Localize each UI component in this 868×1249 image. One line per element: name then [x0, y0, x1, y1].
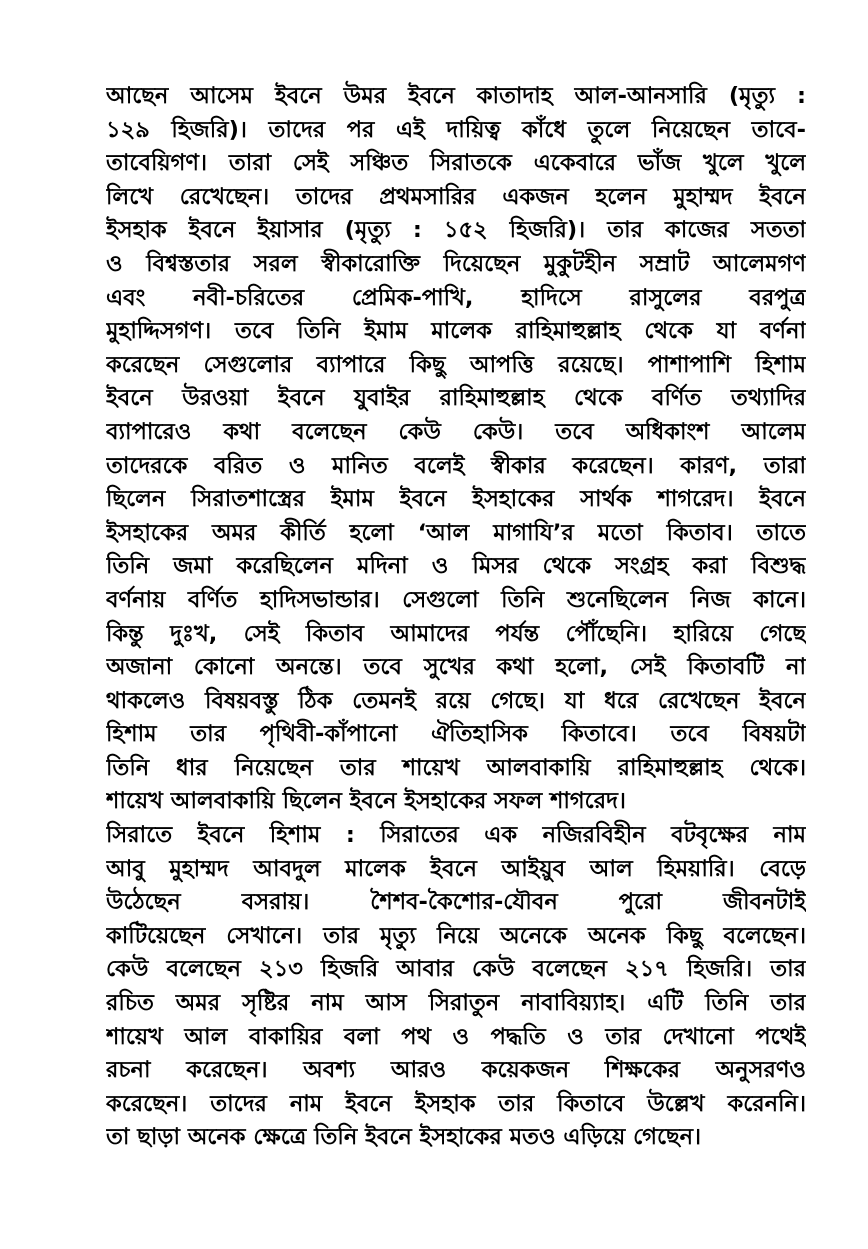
text-line: সিরাতে ইবনে হিশাম : সিরাতের এক নজিরবিহীন বটবৃক্ষের নাম: [106, 822, 806, 849]
text-line: তাদেরকে বরিত ও মানিত বলেই স্বীকার করেছেন। কারণ, তারা: [106, 452, 806, 479]
text-line: ছিলেন সিরাতশাস্ত্রের ইমাম ইবনে ইসহাকের সার্থক শাগরেদ। ইবনে: [106, 486, 806, 513]
text-line: ও বিশ্বস্ততার সরল স্বীকারোক্তি দিয়েছেন মুকুটহীন সম্রাট আলেমগণ: [106, 250, 806, 277]
text-line: করেছেন সেগুলোর ব্যাপারে কিছু আপত্তি রয়েছে। পাশাপাশি হিশাম: [106, 351, 806, 378]
text-line: এবং নবী-চরিতের প্রেমিক-পাখি, হাদিসে রাসুলের বরপুত্র: [106, 284, 806, 311]
text-line: তিনি জমা করেছিলেন মদিনা ও মিসর থেকে সংগ্রহ করা বিশুদ্ধ: [106, 553, 806, 580]
text-line: করেছেন। তাদের নাম ইবনে ইসহাক তার কিতাবে উল্লেখ করেননি।: [106, 1090, 806, 1117]
text-line: তিনি ধার নিয়েছেন তার শায়েখ আলবাকায়ি রাহিমাহুল্লাহ থেকে।: [106, 754, 806, 781]
paragraph-2: [106, 819, 806, 1155]
text-line: হিশাম তার পৃথিবী-কাঁপানো ঐতিহাসিক কিতাবে। তবে বিষয়টা: [106, 721, 806, 748]
text-line: লিখে রেখেছেন। তাদের প্রথমসারির একজন হলেন মুহাম্মদ ইবনে: [106, 183, 806, 210]
text-line: শায়েখ আলবাকায়ি ছিলেন ইবনে ইসহাকের সফল শাগরেদ।: [106, 788, 626, 815]
text-line: ইসহাক ইবনে ইয়াসার (মৃত্যু : ১৫২ হিজরি)। তার কাজের সততা: [106, 217, 806, 244]
text-line: আবু মুহাম্মদ আবদুল মালেক ইবনে আইয়ুব আল হিময়ারি। বেড়ে: [106, 855, 806, 882]
text-line: রচনা করেছেন। অবশ্য আরও কয়েকজন শিক্ষকের অনুসরণও: [106, 1057, 806, 1084]
text-line: ইবনে উরওয়া ইবনে যুবাইর রাহিমাহুল্লাহ থেকে বর্ণিত তথ্যাদির: [106, 385, 806, 412]
text-line: অজানা কোনো অনন্তে। তবে সুখের কথা হলো, সেই কিতাবটি না: [106, 654, 806, 681]
text-line: উঠেছেন বসরায়। শৈশব-কৈশোর-যৌবন পুরো জীবনটাই: [106, 889, 806, 916]
text-line: রচিত অমর সৃষ্টির নাম আস সিরাতুন নাবাবিয়্যাহ। এটি তিনি তার: [106, 990, 806, 1017]
text-line: কিন্তু দুঃখ, সেই কিতাব আমাদের পর্যন্ত পৌঁছেনি। হারিয়ে গেছে: [106, 620, 806, 647]
text-line: কাটিয়েছেন সেখানে। তার মৃত্যু নিয়ে অনেকে অনেক কিছু বলেছেন।: [106, 922, 806, 949]
text-line: ইসহাকের অমর কীর্তি হলো ‘আল মাগাযি’র মতো কিতাব। তাতে: [106, 519, 806, 546]
paragraph-1: [106, 80, 806, 819]
text-line: মুহাদ্দিসগণ। তবে তিনি ইমাম মালেক রাহিমাহুল্লাহ থেকে যা বর্ণনা: [106, 318, 806, 345]
text-line: ১২৯ হিজরি)। তাদের পর এই দায়িত্ব কাঁধে তুলে নিয়েছেন তাবে-: [106, 116, 806, 143]
text-line: আছেন আসেম ইবনে উমর ইবনে কাতাদাহ আল-আনসারি (মৃত্যু :: [106, 83, 806, 109]
text-line: থাকলেও বিষয়বস্তু ঠিক তেমনই রয়ে গেছে। যা ধরে রেখেছেন ইবনে: [106, 687, 806, 714]
body-text: [106, 80, 806, 1155]
text-line: তা ছাড়া অনেক ক্ষেত্রে তিনি ইবনে ইসহাকের মতও এড়িয়ে গেছেন।: [106, 1124, 702, 1151]
text-line: কেউ বলেছেন ২১৩ হিজরি আবার কেউ বলেছেন ২১৭ হিজরি। তার: [106, 956, 806, 983]
text-line: তাবেয়িগণ। তারা সেই সঞ্চিত সিরাতকে একেবারে ভাঁজ খুলে খুলে: [106, 150, 806, 177]
text-line: বর্ণনায় বর্ণিত হাদিসভান্ডার। সেগুলো তিনি শুনেছিলেন নিজ কানে।: [106, 586, 806, 613]
text-line: শায়েখ আল বাকায়ির বলা পথ ও পদ্ধতি ও তার দেখানো পথেই: [106, 1023, 806, 1050]
text-line: ব্যাপারেও কথা বলেছেন কেউ কেউ। তবে অধিকাংশ আলেম: [106, 418, 806, 445]
